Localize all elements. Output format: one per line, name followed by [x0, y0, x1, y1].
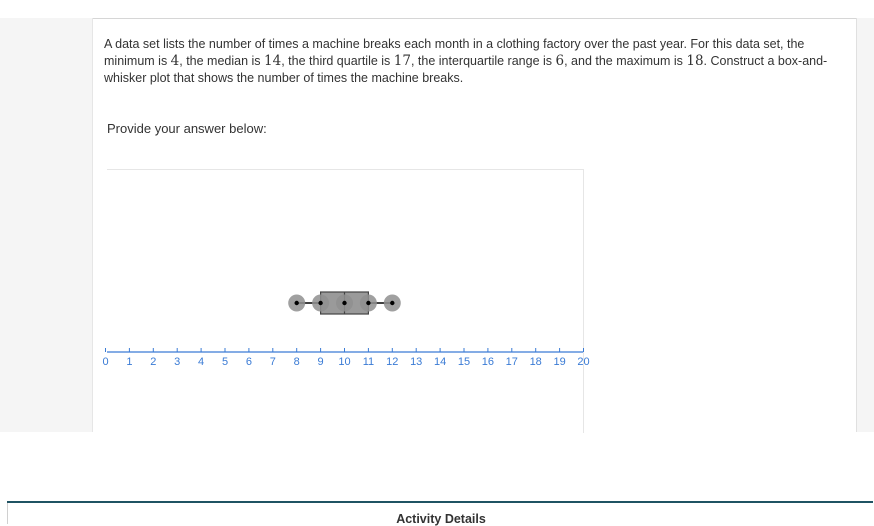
axis-tick-label: 9 — [317, 356, 324, 368]
answer-prompt: Provide your answer below: — [107, 121, 267, 136]
axis-tick-label: 15 — [457, 356, 471, 368]
min-handle-dot — [295, 301, 299, 305]
axis-tick-label: 18 — [529, 356, 542, 368]
question-text-run: , the third quartile is — [281, 54, 394, 68]
axis-tick-label: 13 — [410, 356, 423, 368]
axis-tick-label: 4 — [198, 356, 205, 368]
axis-tick-label: 3 — [174, 356, 181, 368]
question-text-run: A data set lists the number of times a machine breaks each month in a clothing factory over the past year. For this data set, the minimum is — [104, 37, 805, 68]
axis-tick-label: 11 — [362, 356, 375, 368]
axis-tick-label: 12 — [386, 356, 399, 368]
axis-tick-label: 2 — [150, 356, 157, 368]
q1-handle-dot — [318, 301, 322, 305]
axis-tick-label: 10 — [338, 356, 351, 368]
question-text-run: , and the maximum is — [564, 54, 687, 68]
box-plot-answer-area[interactable] — [102, 169, 590, 433]
question-text — [104, 36, 849, 87]
question-number: 6 — [555, 53, 565, 69]
question-text-run: . Construct a box-and-whisker plot that shows the number of times the machine breaks. — [104, 54, 828, 85]
question-number: 18 — [686, 53, 704, 69]
question-text-run: , the interquartile range is — [410, 54, 556, 68]
axis-tick-label: 6 — [245, 356, 252, 368]
axis-tick-label: 8 — [293, 356, 300, 368]
axis-tick-label: 14 — [433, 356, 447, 368]
axis-tick-label: 7 — [269, 356, 276, 368]
axis-tick-label: 0 — [102, 356, 109, 368]
axis-tick-label: 17 — [505, 356, 518, 368]
q3-handle-dot — [366, 301, 370, 305]
question-text-run: , the median is — [179, 54, 265, 68]
axis-tick-label: 1 — [126, 356, 133, 368]
top-divider — [0, 18, 873, 19]
max-handle-dot — [390, 301, 394, 305]
left-gutter — [0, 18, 93, 432]
right-scroll-gutter[interactable] — [856, 18, 874, 432]
axis-tick-label: 16 — [481, 356, 495, 368]
question-number: 17 — [393, 53, 411, 69]
axis-tick-label: 20 — [577, 356, 590, 368]
activity-details-bar[interactable] — [7, 503, 874, 524]
question-number: 4 — [170, 53, 180, 69]
box-plot-canvas[interactable] — [102, 170, 590, 433]
question-number: 14 — [264, 53, 282, 69]
median-handle-dot — [342, 301, 346, 305]
axis-tick-label: 5 — [221, 356, 229, 368]
activity-details-title: Activity Details — [396, 512, 486, 526]
axis-tick-label: 19 — [553, 356, 566, 368]
